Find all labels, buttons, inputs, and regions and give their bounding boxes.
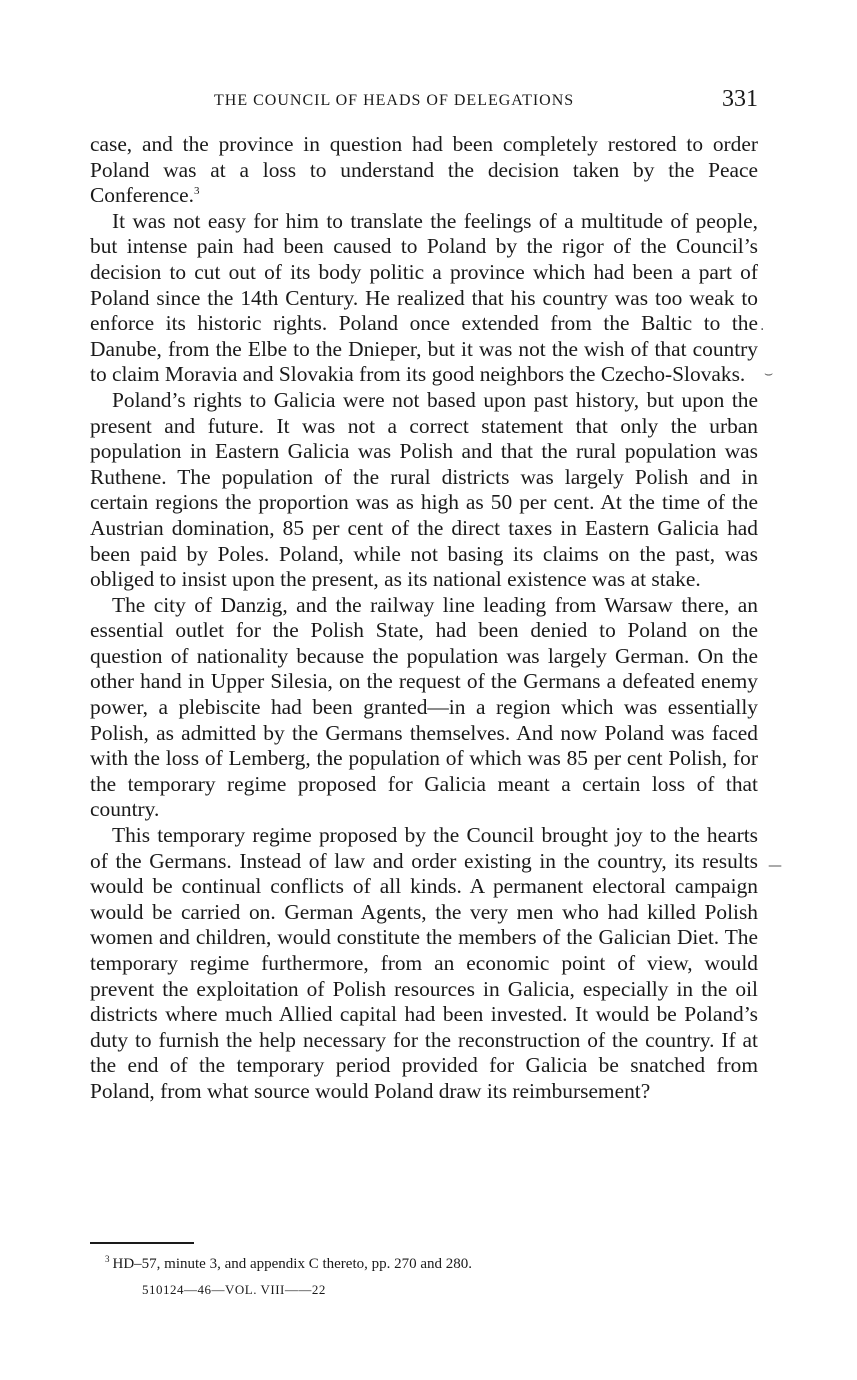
paragraph-5: This temporary regime proposed by the Council brought joy to the hearts of the Germans. Instead of law and order existing in the country, its results would be continual conflicts of all kinds. A permanent electoral campaign would be carried on. German Agents, the very men who had killed Polish women and children, would constitute the members of the Galician Diet. The temporary regime furthermore, from an economic point of view, would prevent the exploitation of Polish resources in Galicia, especially in the oil districts where much Allied capital had been invested. It would be Poland’s duty to furnish the help necessary for the reconstruction of the country. If at the end of the temporary period provided for Galicia be snatched from Poland, from what source would Poland draw its reimbursement? [90,823,758,1103]
margin-mark: . [760,318,765,334]
paragraph-2: It was not easy for him to translate the feelings of a multitude of people, but intense pain had been caused to Poland by the rigor of the Council’s decision to cut out of its body politic a province which had been a part of Poland since the 14th Century. He realized that his country was too weak to enforce its historic rights. Poland once extended from the Baltic to the Danube, from the Elbe to the Dnieper, but it was not the wish of that country to claim Moravia and Slovakia from its good neighbors the Czecho-Slovaks. [90,208,758,387]
footnote [105,1256,472,1273]
printer-imprint: 510124—46—VOL. VIII——22 [142,1282,326,1297]
running-title: THE COUNCIL OF HEADS OF DELEGATIONS [214,92,575,109]
running-head [90,86,758,118]
footnote-mark: 3 [105,1254,110,1264]
body-text [90,132,758,1105]
footnote-text: HD–57, minute 3, and appendix C thereto, pp. 270 and 280. [112,1256,473,1272]
paragraph-3: Poland’s rights to Galicia were not based upon past history, but upon the present and future. It was not a correct statement that only the urban population in Eastern Galicia was Polish and that the rural population was Ruthene. The population of the rural districts was largely Polish and in certain regions the proportion was as high as 50 per cent. At the time of the Austrian domination, 85 per cent of the direct taxes in Eastern Galicia had been paid by Poles. Poland, while not basing its claims on the past, was obliged to insist upon the present, as its national existence was at stake. [90,387,758,592]
paragraph-1 [90,132,758,209]
paragraph-1-text: case, and the province in question had been completely restored to order Poland was at a loss to understand the decision taken by the Peace Conference. [90,132,758,208]
footnote-reference: 3 [193,185,200,198]
margin-mark: ⌣ [764,366,774,382]
margin-mark: — [768,858,782,874]
page-number: 331 [722,86,758,112]
footnote-rule [90,1242,194,1244]
paragraph-4: The city of Danzig, and the railway line leading from Warsaw there, an essential outlet for the Polish State, had been denied to Poland on the question of nationality because the population was largely German. On the other hand in Upper Silesia, on the request of the Germans a defeated enemy power, a plebiscite had been granted—in a region which was essentially Polish, as admitted by the Germans themselves. And now Poland was faced with the loss of Lemberg, the population of which was 85 per cent Polish, for the temporary regime proposed for Galicia meant a certain loss of that country. [90,592,758,822]
